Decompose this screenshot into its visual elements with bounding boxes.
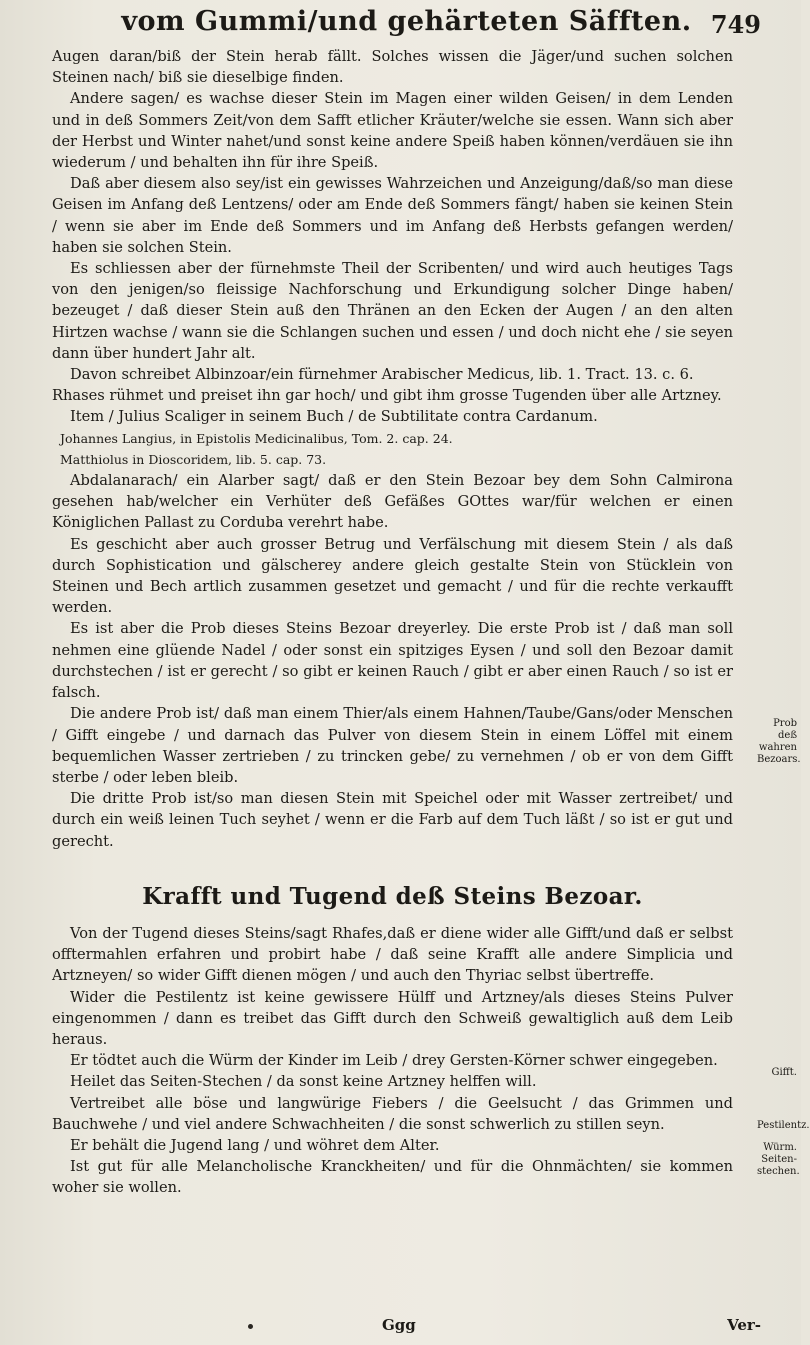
paragraph: Die dritte Prob ist/so man diesen Stein mit Speichel oder mit Wasser zertreibet/ und durch ein weiß leinen Tuch seyhet / wenn er die Farb auf dem Tuch läßt / so ist er gut und gerecht. [52, 790, 733, 850]
paragraph: Wider die Pestilentz ist keine gewissere Hülff und Artzney/als dieses Steins Pulver eingenommen / dann es treibet das Gifft durch den Schweiß gewaltiglich auß dem Leib heraus. [52, 988, 733, 1048]
page-header [52, 6, 761, 46]
signature-mark: Ggg [382, 1316, 416, 1334]
citation: Matthiolus in Dioscoridem, lib. 5. cap. 73. [60, 451, 327, 467]
paragraph: Es geschicht aber auch grosser Betrug und Verfälschung mit diesem Stein / als daß durch Sophistication und gälscherey andere gleich gestalte Stein von Stücklein von Steinen und Bech artlich zusammen gesetzet und gemacht / und für die rechte verkaufft werden. [52, 535, 733, 617]
ink-dot [248, 1324, 253, 1329]
paragraph: Von der Tugend dieses Steins/sagt Rhafes,daß er diene wider alle Gifft/und daß er selbst offtermahlen erfahren und probirt habe / daß seine Krafft alle andere Simplicia und Artzneyen/ so wider Gifft dienen mögen / und auch den Thyriac selbst übertreffe. [52, 924, 733, 985]
margin-note: Prob deß wahren Bezoars. [757, 718, 801, 765]
paragraph: Augen daran/biß der Stein herab fällt. Solches wissen die Jäger/und suchen solchen Steinen nach/ biß sie dieselbige finden. [52, 48, 733, 87]
paragraph: Es schliessen aber der fürnehmste Theil der Scribenten/ und wird auch heutiges Tags von den jenigen/so fleissige Nachforschung und Erkundigung solcher Dinge haben/ bezeuget / daß dieser Stein auß den Thränen an den Ecken der Augen / an den alten Hirtzen wachse / wann sie die Schlangen suchen und essen / und doch nicht ehe / sie seyen dann über hundert Jahr alt. [52, 260, 733, 362]
paragraph: Vertreibet alle böse und langwürige Fiebers / die Geelsucht / das Grimmen und Bauchwehe / und viel andere Schwachheiten / die sonst schwerlich zu stillen seyn. [52, 1094, 733, 1133]
paragraph: Abdalanarach/ ein Alarber sagt/ daß er den Stein Bezoar bey dem Sohn Calmirona gesehen hab/welcher ein Verhüter deß Gefäßes GOttes war/für welchen er einen Königlichen Pallast zu Corduba verehrt habe. [52, 472, 733, 532]
paragraph: Er behält die Jugend lang / und wöhret dem Alter. [70, 1136, 440, 1154]
paragraph: Item / Julius Scaliger in seinem Buch / de Subtilitate contra Cardanum. [70, 408, 598, 426]
margin-note: Pestilentz. [757, 1120, 810, 1131]
section-heading: Krafft und Tugend deß Steins Bezoar. [142, 882, 643, 910]
margin-note: Würm. Seiten-stechen. [757, 1142, 800, 1177]
paragraph: Die andere Prob ist/ daß man einem Thier/als einem Hahnen/Taube/Gans/oder Menschen / Gifft eingebe / und darnach das Pulver von diesem Stein in einem Löffel mit einem bequemlichen Wasser zertrieben / zu trincken gebe/ zu vernehmen / ob er von dem Gifft sterbe / oder leben bleib. [52, 705, 733, 786]
page-number: 749 [710, 10, 761, 39]
paragraph: Heilet das Seiten-Stechen / da sonst keine Artzney helffen will. [70, 1073, 537, 1091]
body-text [52, 46, 761, 1199]
paragraph: Rhases rühmet und preiset ihn gar hoch/ und gibt ihm grosse Tugenden über alle Artzney. [52, 387, 722, 405]
paragraph: Ist gut für alle Melancholische Kranckheiten/ und für die Ohnmächten/ sie kommen woher sie wollen. [52, 1158, 733, 1197]
margin-notes [757, 0, 810, 1345]
page-footer [52, 1316, 761, 1340]
catchword: Ver- [727, 1316, 761, 1334]
paragraph: Er tödtet auch die Würm der Kinder im Leib / drey Gersten-Körner schwer eingegeben. [70, 1052, 718, 1070]
margin-note: Gifft. [771, 1067, 797, 1078]
paragraph: Davon schreibet Albinzoar/ein fürnehmer Arabischer Medicus, lib. 1. Tract. 13. c. 6. [70, 366, 694, 384]
paragraph: Daß aber diesem also sey/ist ein gewisses Wahrzeichen und Anzeigung/daß/so man diese Geisen im Anfang deß Lentzens/ oder am Ende deß Sommers fängt/ haben sie keinen Stein / wenn sie aber im Ende deß Sommers und im Anfang deß Herbsts gefangen werden/ haben sie solchen Stein. [52, 175, 733, 256]
paragraph: Es ist aber die Prob dieses Steins Bezoar dreyerley. Die erste Prob ist / daß man soll nehmen eine glüende Nadel / oder sonst ein spitziges Eysen / und soll den Bezoar damit durchstechen / ist er gerecht / so gibt er keinen Rauch / gibt er aber einen Rauch / so ist er falsch. [52, 620, 733, 702]
paragraph: Andere sagen/ es wachse dieser Stein im Magen einer wilden Geisen/ in dem Lenden und in deß Sommers Zeit/von dem Safft etlicher Kräuter/welche sie essen. Wann sich aber der Herbst und Winter nahet/und sonst keine andere Speiß haben können/verdäuen sie ihn wiederum / und behalten ihn für ihre Speiß. [52, 90, 733, 172]
running-title: vom Gummi/und gehärteten Säfften. [121, 6, 692, 37]
citation: Johannes Langius, in Epistolis Medicinalibus, Tom. 2. cap. 24. [60, 430, 453, 446]
